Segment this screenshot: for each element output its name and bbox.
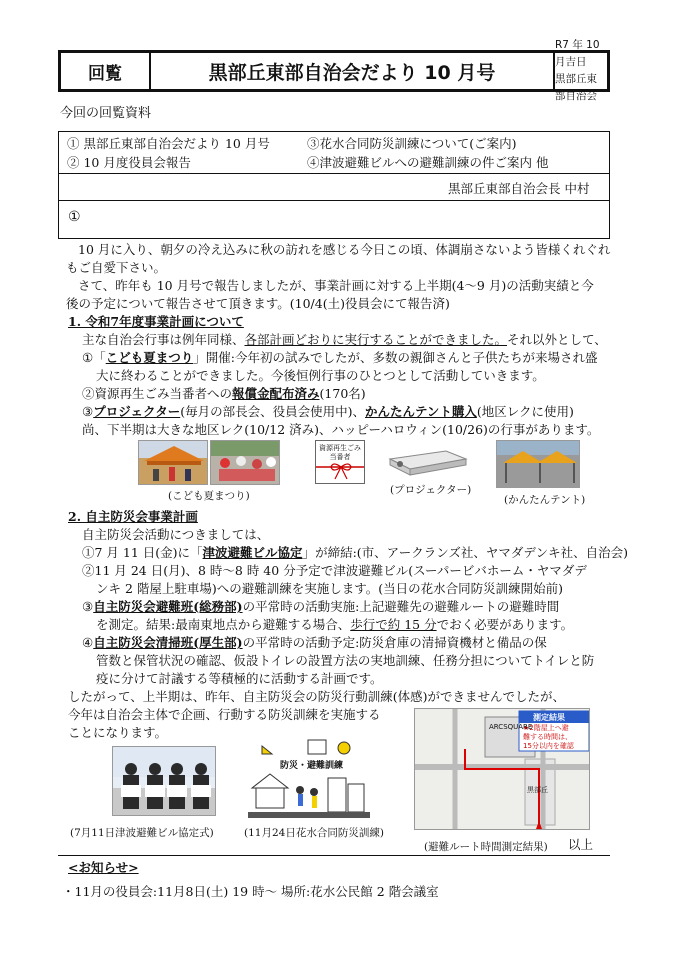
caption: (7月11日津波避難ビル協定式) [70, 827, 214, 839]
section1-heading: 1. 令和7年度事業計画について [68, 314, 244, 329]
s2-line: ④自主防災会清掃班(厚生部)の平常時の活動予定:防災倉庫の清掃資機材と備品の保 [82, 635, 547, 650]
map-title: 測定結果 [533, 713, 565, 722]
drill-label: 防災・避難訓練 [280, 761, 344, 771]
list-title: 今回の回覧資料 [60, 106, 152, 121]
section-mark: ① [68, 209, 81, 225]
caption: (プロジェクター) [390, 484, 472, 496]
section2-heading: 2. 自主防災会事業計画 [68, 509, 198, 524]
s2-line: ③自主防災会避難班(総務部)の平常時の活動実施:上記避難先の避難ルートの避難時間 [82, 599, 560, 614]
s1-line: ③プロジェクター(毎月の部長会、役員会使用中)、かんたんテント購入(地区レクに使用) [82, 404, 574, 419]
s2-line: ①7 月 11 日(金)に「津波避難ビル協定」が締結:(市、アークランズ社、ヤマダデンキ社、自治会) [82, 545, 629, 560]
projector-photo [386, 445, 470, 479]
ribbon-icon [316, 461, 365, 481]
issue-date: R7 年 10 月吉日 [555, 39, 600, 68]
s2-line: ②11 月 24 日(月)、8 時〜8 時 40 分予定で津波避難ビル(スーパービバホーム・ヤマダデ [82, 563, 587, 578]
list-item: ① 黒部丘東部自治会だより 10 月号 [67, 136, 270, 151]
s2-line: 疫に分けて討議する等積極的に活動する計画です。 [96, 671, 383, 686]
caption: (避難ルート時間測定結果) [424, 841, 548, 853]
intro-line: もご自愛下さい。 [66, 260, 167, 275]
notice-heading: <お知らせ> [68, 860, 139, 875]
evacuation-icon [248, 738, 370, 820]
materials-list [58, 131, 610, 174]
divider [58, 238, 610, 239]
header-box [58, 39, 610, 102]
s2-line: したがって、上半期は、昨年、自主防災会の防災行動訓練(体感)ができませんでしたが、 [68, 689, 566, 704]
festival-photo-2 [210, 440, 280, 485]
caption: (かんたんテント) [504, 494, 586, 506]
agreement-photo [112, 746, 216, 816]
tent-photo [496, 440, 580, 488]
map-label: 黒部丘 [527, 786, 548, 794]
divider [58, 200, 610, 201]
kairan-label: 回覧 [61, 53, 151, 89]
map-note: ★2階屋上へ避 難する時間は、 15分以内を確認 [523, 724, 574, 750]
s2-line: ことになります。 [68, 725, 168, 740]
caption: (11月24日花水合同防災訓練) [244, 827, 384, 839]
s2-line: を測定。結果:最南東地点から避難する場合、歩行で約 15 分でおく必要があります。 [96, 617, 574, 632]
intro-line: 後の予定について報告させて頂きます。(10/4(土)役員会にて報告済) [66, 296, 450, 311]
frame-left [58, 174, 59, 239]
drill-illustration [248, 738, 370, 820]
intro-line: 10 月に入り、朝夕の冷え込みに秋の訪れを感じる今日この頃、体調崩さないよう皆様くれぐれ [78, 242, 611, 257]
s1-line: 尚、下半期は大きな地区レク(10/12 済み)、ハッピーハロウィン(10/26)の行事があります。 [82, 422, 600, 437]
author: 黒部丘東部自治会長 中村 [448, 181, 590, 196]
frame-right [609, 174, 610, 239]
closing-ijou: 以上 [568, 837, 594, 852]
issuer: 黒部丘東部自治会 [555, 73, 597, 102]
s2-line: ンキ 2 階屋上駐車場)への避難訓練を実施します。(当日の花水合同防災訓練開始前) [96, 581, 564, 596]
s2-line: 今年は自治会主体で企画、行動する防災訓練を実施する [68, 707, 381, 722]
s1-line: 主な自治会行事は例年同様、各部計画どおりに実行することができました。それ以外として、 [82, 332, 607, 347]
caption: (こども夏まつり) [168, 490, 250, 502]
list-item: ③花水合同防災訓練について(ご案内) [307, 136, 517, 151]
s1-line: ②資源再生ごみ当番者への報償金配布済み(170名) [82, 386, 366, 401]
intro-line: さて、昨年も 10 月号で報告しましたが、事業計画に対する上半期(4〜9 月)の活動実績と今 [78, 278, 594, 293]
s2-line: 管数と保管状況の確認、仮設トイレの設置方法の実地訓練、任務分担についてトイレと防 [96, 653, 595, 668]
newsletter-title: 黒部丘東部自治会だより 10 月号 [151, 53, 555, 89]
people-icon [211, 441, 280, 485]
header-meta [555, 39, 607, 102]
noshi-envelope: 資源再生ごみ 当番者 [315, 440, 365, 484]
festival-photo-1 [138, 440, 208, 485]
s1-line: ①「こども夏まつり」開催:今年初の試みでしたが、多数の親御さんと子供たちが来場され盛 [82, 350, 598, 365]
route-map [414, 708, 590, 830]
people-icon [113, 747, 216, 816]
divider [58, 855, 610, 856]
list-item: ④津波避難ビルへの避難訓練の件ご案内 他 [307, 155, 549, 170]
list-item: ② 10 月度役員会報告 [67, 155, 191, 170]
map-label: ARCSQUARE [489, 723, 533, 731]
projector-icon [386, 445, 470, 479]
tent-icon [139, 441, 208, 485]
notice-line: ・11月の役員会:11月8日(土) 19 時〜 場所:花水公民館 2 階会議室 [62, 884, 439, 899]
s1-line: 大に終わることができました。今後恒例行事のひとつとして活動していきます。 [96, 368, 545, 383]
s2-line: 自主防災会活動につきましては、 [82, 527, 270, 542]
tent-icon [497, 441, 580, 488]
